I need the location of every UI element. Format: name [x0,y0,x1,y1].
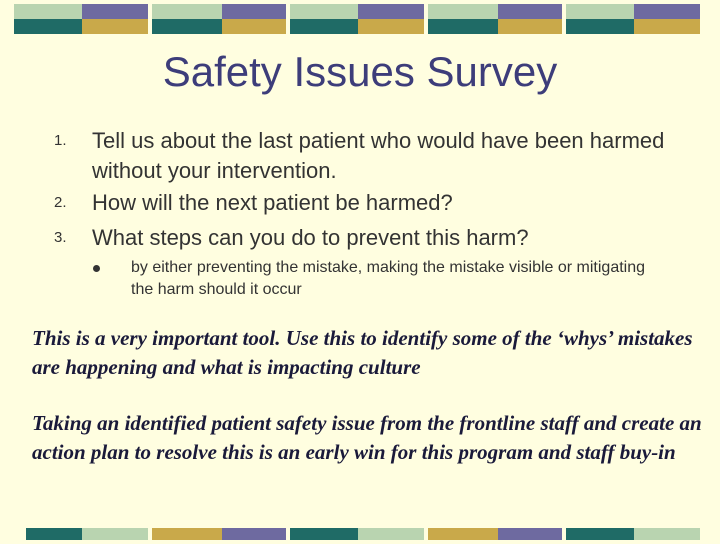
band-segment [290,19,358,34]
band-segment [152,4,222,19]
note-paragraph: Taking an identified patient safety issue from the frontline staff and create an action plan to resolve this is an early win for this program and staff buy-in [32,411,702,464]
list-item [0,188,720,218]
band-segment [358,19,424,34]
band-segment [498,4,562,19]
band-segment [290,528,358,540]
band-segment [222,19,286,34]
band-segment [498,528,562,540]
top-decorative-band [0,4,720,34]
band-segment [358,4,424,19]
note-paragraph: This is a very important tool. Use this to identify some of the ‘whys’ mistakes are happening and what is impacting culture [32,326,693,379]
band-segment [82,19,148,34]
band-segment [634,4,700,19]
band-segment [428,19,498,34]
band-segment [82,528,148,540]
band-segment [26,528,82,540]
band-segment [498,19,562,34]
band-segment [566,4,634,19]
band-segment [152,19,222,34]
band-segment [566,528,634,540]
band-segment [152,528,222,540]
band-segment [222,528,286,540]
band-segment [82,4,148,19]
band-segment [634,19,700,34]
band-segment [14,4,82,19]
slide-title: Safety Issues Survey [162,48,558,95]
sub-bullet-text: by either preventing the mistake, making the mistake visible or mitigating the harm should it occur [131,259,646,298]
list-item-number: 1. [54,132,67,149]
list-item-number: 2. [54,194,67,211]
list-item [0,126,720,186]
list-item [0,223,720,253]
band-segment [222,4,286,19]
band-segment [634,528,700,540]
band-segment [566,19,634,34]
band-segment [428,4,498,19]
list-item-text: How will the next patient be harmed? [92,190,453,215]
band-segment [428,528,498,540]
bullet-dot-icon [93,265,100,272]
bottom-decorative-band [0,528,720,544]
list-item-text: What steps can you do to prevent this harm? [92,225,529,250]
list-item-number: 3. [54,229,67,246]
list-item-text: Tell us about the last patient who would have been harmed without your intervention. [92,128,665,183]
band-segment [290,4,358,19]
band-segment [14,19,82,34]
band-segment [358,528,424,540]
